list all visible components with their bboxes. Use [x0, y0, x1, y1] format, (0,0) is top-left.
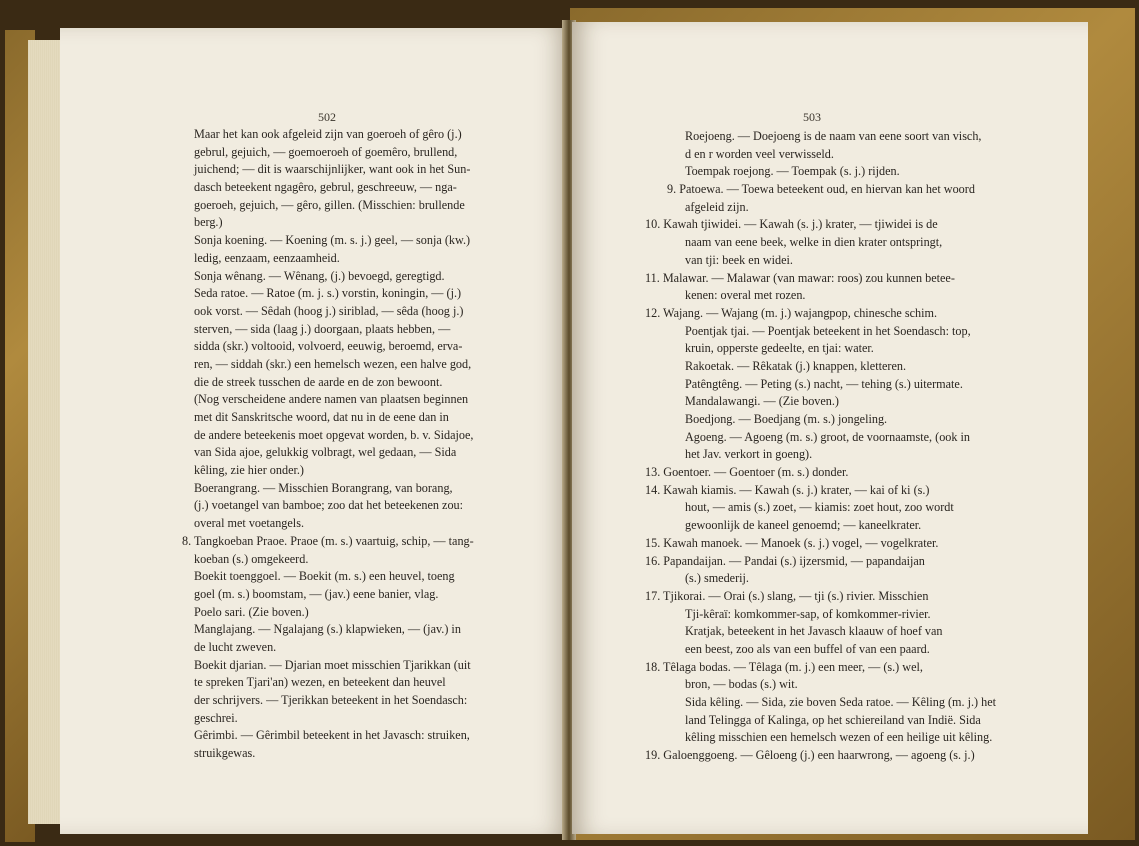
text-line: Poelo sari. (Zie boven.): [194, 604, 309, 619]
text-line: Rakoetak. — Rêkatak (j.) knappen, kletteren.: [685, 358, 906, 373]
text-line: 8. Tangkoeban Praoe. Praoe (m. s.) vaartuig, schip, — tang-: [182, 533, 474, 548]
text-line: te spreken Tjari'an) wezen, en beteekent dan heuvel: [194, 675, 446, 690]
text-line: ook vorst. — Sêdah (hoog j.) siriblad, — sêda (hoog j.): [194, 303, 464, 318]
page-number-right: 503: [803, 110, 821, 124]
page-number-left: 502: [318, 110, 336, 124]
right-page-text: [645, 128, 1045, 765]
text-line: Tji-kêraï: komkommer-sap, of komkommer-rivier.: [685, 606, 931, 621]
text-line: 16. Papandaijan. — Pandai (s.) ijzersmid, — papandaijan: [645, 553, 925, 568]
text-line: land Telingga of Kalinga, op het schiereiland van Indië. Sida: [685, 712, 981, 727]
text-line: Sonja wênang. — Wênang, (j.) bevoegd, geregtigd.: [194, 268, 445, 283]
text-line: de lucht zweven.: [194, 639, 277, 654]
text-line: 14. Kawah kiamis. — Kawah (s. j.) krater, — kai of ki (s.): [645, 482, 930, 497]
text-line: goeroeh, gejuich, — gêro, gillen. (Misschien: brullende: [194, 197, 465, 212]
text-line: kruin, opperste gedeelte, en tjai: water.: [685, 341, 874, 356]
text-line: Patêngtêng. — Peting (s.) nacht, — tehing (s.) uitermate.: [685, 376, 963, 391]
text-line: Roejoeng. — Doejoeng is de naam van eene soort van visch,: [685, 129, 982, 143]
text-line: 17. Tjikorai. — Orai (s.) slang, — tji (s.) rivier. Misschien: [645, 588, 929, 603]
text-line: Maar het kan ook afgeleid zijn van goeroeh of gêro (j.): [194, 127, 462, 141]
text-line: overal met voetangels.: [194, 516, 304, 531]
text-line: Toempak roejong. — Toempak (s. j.) rijden.: [685, 164, 900, 179]
left-page: [60, 28, 568, 834]
text-line: struikgewas.: [194, 746, 256, 761]
text-line: juichend; — dit is waarschijnlijker, want ook in het Sun-: [194, 162, 471, 177]
text-line: sidda (skr.) voltooid, volvoerd, eeuwig, beroemd, erva-: [194, 339, 463, 354]
text-line: Boekit djarian. — Djarian moet misschien Tjarikkan (uit: [194, 657, 471, 672]
text-line: de andere beteekenis moet opgevat worden, b. v. Sidajoe,: [194, 427, 474, 442]
text-line: (Nog verscheidene andere namen van plaatsen beginnen: [194, 392, 469, 407]
text-line: kêling misschien een hemelsch wezen of een heilige uit kêling.: [685, 730, 993, 745]
text-line: kêling, zie hier onder.): [194, 463, 304, 478]
text-line: die de streek tusschen de aarde en de zon bewoont.: [194, 374, 443, 389]
text-line: Manglajang. — Ngalajang (s.) klapwieken, — (jav.) in: [194, 622, 461, 637]
text-line: gebrul, gejuich, — goemoeroeh of goemêro, brullend,: [194, 144, 458, 159]
text-line: Gêrimbi. — Gêrimbil beteekent in het Javasch: struiken,: [194, 728, 470, 743]
text-line: goel (m. s.) boomstam, — (jav.) eene banier, vlag.: [194, 586, 439, 601]
text-line: van tji: beek en widei.: [685, 252, 793, 267]
text-line: 19. Galoenggoeng. — Gêloeng (j.) een haarwrong, — agoeng (s. j.): [645, 748, 975, 763]
text-line: 11. Malawar. — Malawar (van mawar: roos) zou kunnen betee-: [645, 270, 955, 285]
text-line: met dit Sanskritsche woord, dat nu in de eene dan in: [194, 410, 449, 424]
text-line: dasch beteekent ngagêro, gebrul, geschreeuw, — nga-: [194, 180, 457, 195]
text-line: ledig, eenzaam, eenzaamheid.: [194, 250, 340, 265]
text-line: bron, — bodas (s.) wit.: [685, 677, 798, 692]
page-edges: [28, 40, 62, 824]
text-line: afgeleid zijn.: [685, 199, 749, 214]
text-line: 18. Têlaga bodas. — Têlaga (m. j.) een meer, — (s.) wel,: [645, 659, 923, 674]
text-line: 9. Patoewa. — Toewa beteekent oud, en hiervan kan het woord: [667, 182, 975, 197]
text-line: kenen: overal met rozen.: [685, 288, 806, 303]
text-line: Agoeng. — Agoeng (m. s.) groot, de voornaamste, (ook in: [685, 429, 971, 444]
text-line: ren, — siddah (skr.) een hemelsch wezen, een halve god,: [194, 356, 472, 371]
text-line: Boedjong. — Boedjang (m. s.) jongeling.: [685, 412, 888, 426]
text-line: Sida kêling. — Sida, zie boven Seda ratoe. — Kêling (m. j.) het: [685, 695, 997, 709]
text-line: 12. Wajang. — Wajang (m. j.) wajangpop, chinesche schim.: [645, 305, 938, 320]
right-page: [572, 22, 1088, 834]
text-line: een beest, zoo als van een buffel of van een paard.: [685, 641, 930, 656]
text-line: Kratjak, beteekent in het Javasch klaauw of hoef van: [685, 624, 943, 639]
text-line: berg.): [194, 215, 223, 230]
text-line: (j.) voetangel van bamboe; zoo dat het beteekenen zou:: [194, 498, 464, 513]
text-line: Poentjak tjai. — Poentjak beteekent in het Soendasch: top,: [685, 323, 971, 338]
text-line: hout, — amis (s.) zoet, — kiamis: zoet hout, zoo wordt: [685, 500, 954, 515]
text-line: koeban (s.) omgekeerd.: [194, 551, 309, 566]
text-line: van Sida ajoe, gelukkig volbragt, wel gedaan, — Sida: [194, 445, 457, 460]
text-line: sterven, — sida (laag j.) doorgaan, plaats hebben, —: [194, 321, 451, 336]
text-line: der schrijvers. — Tjerikkan beteekent in het Soendasch:: [194, 693, 468, 707]
text-line: het Jav. verkort in goeng).: [685, 447, 813, 462]
text-line: d en r worden veel verwisseld.: [685, 146, 834, 161]
text-line: 10. Kawah tjiwidei. — Kawah (s. j.) krater, — tjiwidei is de: [645, 217, 938, 232]
text-line: 15. Kawah manoek. — Manoek (s. j.) vogel, — vogelkrater.: [645, 535, 939, 550]
left-page-text: [182, 126, 560, 763]
text-line: gewoonlijk de kaneel genoemd; — kaneelkrater.: [685, 518, 922, 533]
text-line: 13. Goentoer. — Goentoer (m. s.) donder.: [645, 465, 849, 480]
text-line: geschrei.: [194, 710, 238, 725]
text-line: naam van eene beek, welke in dien krater ontspringt,: [685, 235, 943, 250]
text-line: Boerangrang. — Misschien Borangrang, van borang,: [194, 480, 453, 495]
text-line: Sonja koening. — Koening (m. s. j.) geel, — sonja (kw.): [194, 233, 471, 248]
text-line: Mandalawangi. — (Zie boven.): [685, 394, 839, 409]
text-line: Boekit toenggoel. — Boekit (m. s.) een heuvel, toeng: [194, 569, 455, 584]
text-line: (s.) smederij.: [685, 571, 749, 586]
text-line: Seda ratoe. — Ratoe (m. j. s.) vorstin, koningin, — (j.): [194, 286, 462, 301]
